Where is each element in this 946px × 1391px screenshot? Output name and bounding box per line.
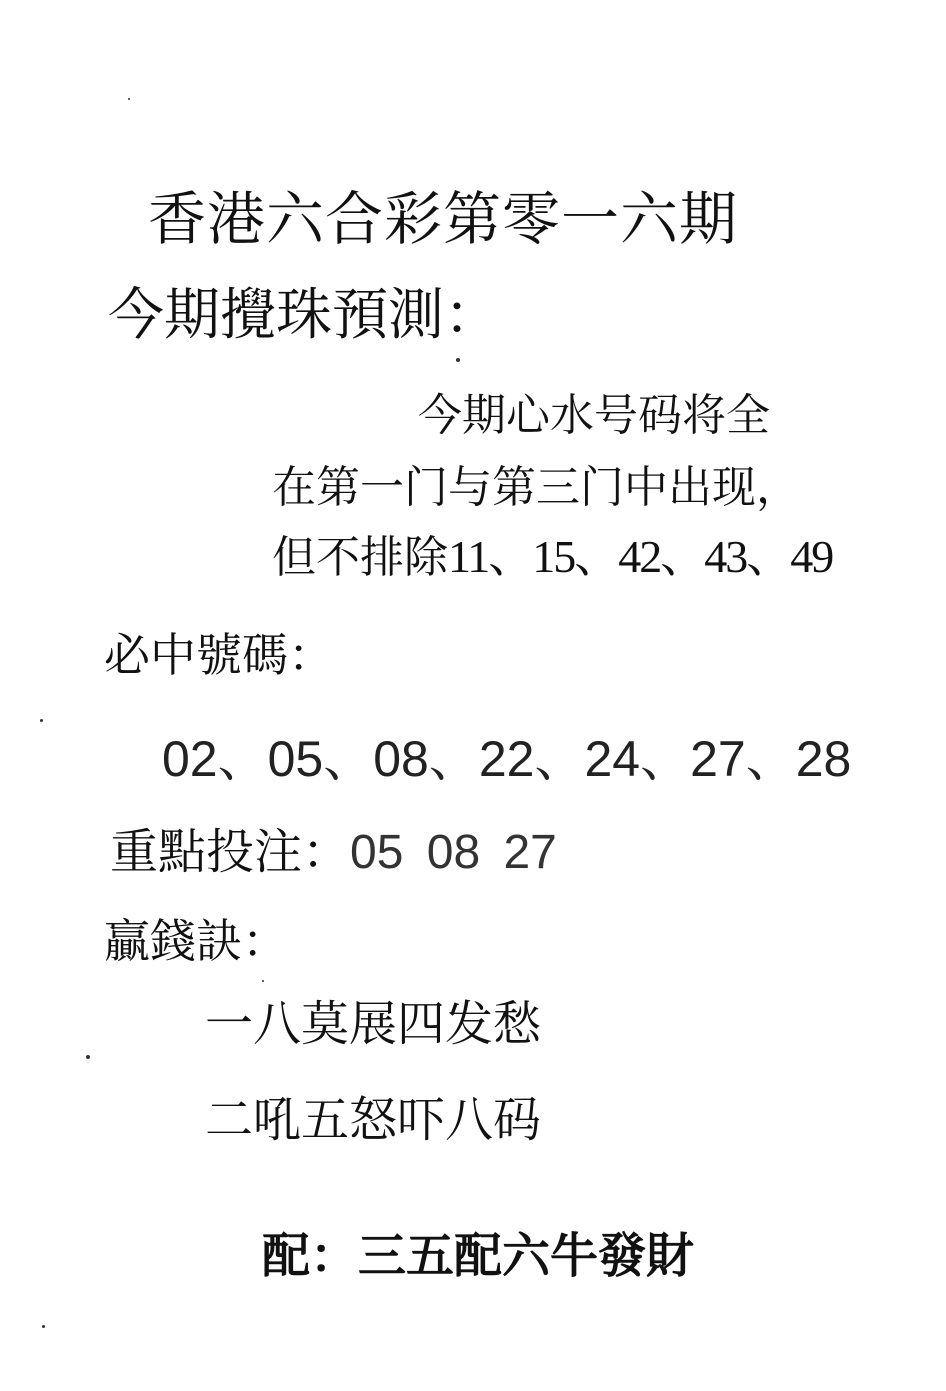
- pairing-label: 配：: [262, 1228, 359, 1284]
- page-title: 香港六合彩第零一六期: [148, 185, 739, 253]
- scan-speck: [42, 1325, 45, 1328]
- must-win-heading: 必中號碼：: [104, 628, 334, 682]
- excluded-numbers: 11、15、42、43、49: [448, 531, 833, 582]
- scan-speck: [40, 719, 43, 722]
- prediction-line-1: 今期心水号码将全: [418, 390, 770, 441]
- prediction-line-3-prefix: 但不排除: [272, 532, 448, 583]
- focus-bet-line: [110, 824, 557, 880]
- focus-bet-numbers: 05 08 27: [350, 826, 557, 879]
- prediction-line-3: [272, 531, 833, 583]
- focus-bet-label: 重點投注：: [110, 824, 351, 880]
- scan-speck: [262, 980, 264, 982]
- winning-tip-line-2: 二吼五怒吓八码: [205, 1092, 542, 1148]
- scan-speck: [128, 98, 130, 100]
- must-win-numbers: 02、05、08、22、24、27、28: [162, 731, 852, 787]
- scan-speck: [456, 358, 460, 362]
- winning-tip-line-1: 一八莫展四发愁: [205, 996, 542, 1052]
- pairing-text: 三五配六牛發財: [358, 1228, 695, 1284]
- scan-speck: [86, 1055, 90, 1059]
- prediction-line-2: 在第一门与第三门中出现，: [272, 462, 800, 513]
- pairing-line: [262, 1228, 695, 1284]
- prediction-heading: 今期攪珠預測：: [108, 283, 500, 348]
- winning-tip-heading: 贏錢訣：: [104, 914, 288, 968]
